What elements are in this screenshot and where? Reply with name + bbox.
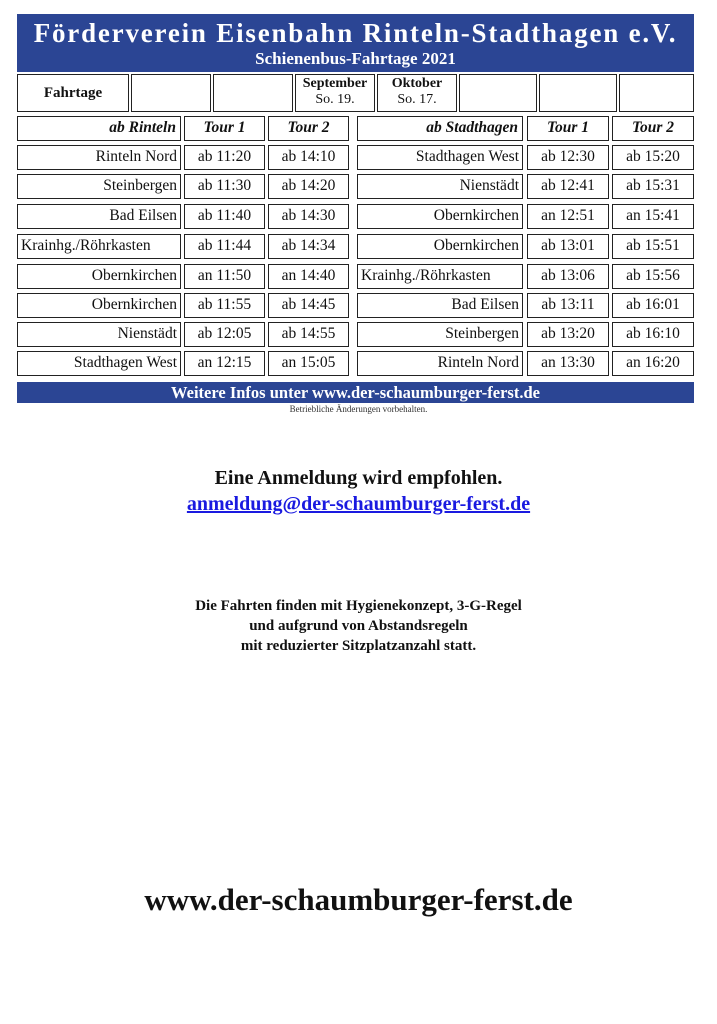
right-station: Steinbergen	[357, 322, 523, 347]
fahrtage-date: So. 17.	[397, 92, 437, 107]
left-station: Steinbergen	[17, 174, 181, 199]
left-station: Bad Eilsen	[17, 204, 181, 229]
right-station: Obernkirchen	[357, 234, 523, 259]
right-tour2-time: ab 15:51	[612, 234, 694, 259]
right-station: Bad Eilsen	[357, 293, 523, 318]
left-station: Rinteln Nord	[17, 145, 181, 170]
left-direction-header: ab Rinteln	[17, 116, 181, 141]
right-station: Stadthagen West	[357, 145, 523, 170]
left-tour2-time: ab 14:30	[268, 204, 349, 229]
event-subtitle: Schienenbus-Fahrtage 2021	[255, 49, 456, 68]
left-tour2-time: ab 14:34	[268, 234, 349, 259]
right-tour1-header: Tour 1	[527, 116, 609, 141]
left-tour1-header: Tour 1	[184, 116, 265, 141]
right-tour1-time: ab 13:20	[527, 322, 609, 347]
fahrtage-empty-cell	[131, 74, 211, 112]
right-station: Krainhg./Röhrkasten	[357, 264, 523, 289]
right-tour1-time: ab 13:11	[527, 293, 609, 318]
right-tour2-time: ab 15:31	[612, 174, 694, 199]
right-tour2-time: ab 15:56	[612, 264, 694, 289]
right-direction-header: ab Stadthagen	[357, 116, 523, 141]
right-tour1-time: ab 12:30	[527, 145, 609, 170]
left-tour2-header: Tour 2	[268, 116, 349, 141]
left-tour2-time: ab 14:55	[268, 322, 349, 347]
left-station: Obernkirchen	[17, 264, 181, 289]
left-tour2-time: ab 14:20	[268, 174, 349, 199]
left-tour1-time: ab 11:30	[184, 174, 265, 199]
left-station: Nienstädt	[17, 322, 181, 347]
right-tour2-time: an 16:20	[612, 351, 694, 376]
rules-line: mit reduzierter Sitzplatzanzahl statt.	[240, 638, 477, 654]
right-tour1-time: an 12:51	[527, 204, 609, 229]
right-tour1-time: an 13:30	[527, 351, 609, 376]
right-tour2-header: Tour 2	[612, 116, 694, 141]
fahrtage-empty-cell	[619, 74, 694, 112]
hygiene-rules	[0, 596, 717, 656]
right-station: Obernkirchen	[357, 204, 523, 229]
registration-email-link[interactable]: anmeldung@der-schaumburger-ferst.de	[186, 493, 531, 515]
right-station: Nienstädt	[357, 174, 523, 199]
website-url: www.der-schaumburger-ferst.de	[144, 882, 573, 917]
association-title: Förderverein Eisenbahn Rinteln-Stadthagen e.V.	[33, 18, 678, 48]
left-station: Obernkirchen	[17, 293, 181, 318]
fahrtage-month: September	[302, 76, 368, 91]
fahrtage-empty-cell	[213, 74, 293, 112]
right-tour1-time: ab 13:01	[527, 234, 609, 259]
right-tour2-time: ab 16:10	[612, 322, 694, 347]
fahrtage-empty-cell	[459, 74, 537, 112]
right-tour2-time: ab 15:20	[612, 145, 694, 170]
left-station: Krainhg./Röhrkasten	[17, 234, 181, 259]
fahrtage-month: Oktober	[391, 76, 443, 91]
left-tour1-time: ab 11:40	[184, 204, 265, 229]
left-tour2-time: ab 14:45	[268, 293, 349, 318]
right-tour1-time: ab 13:06	[527, 264, 609, 289]
rules-line: und aufgrund von Abstandsregeln	[249, 618, 468, 634]
left-tour1-time: ab 11:20	[184, 145, 265, 170]
right-tour2-time: ab 16:01	[612, 293, 694, 318]
left-tour1-time: ab 11:55	[184, 293, 265, 318]
info-bar: Weitere Infos unter www.der-schaumburger-ferst.de	[17, 382, 694, 403]
left-tour1-time: an 11:50	[184, 264, 265, 289]
fahrtage-label: Fahrtage	[17, 74, 129, 112]
fahrtage-date-cell	[295, 74, 375, 112]
fahrtage-date: So. 19.	[315, 92, 355, 107]
registration-email-line	[0, 492, 717, 516]
left-tour1-time: ab 11:44	[184, 234, 265, 259]
registration-text: Eine Anmeldung wird empfohlen.	[214, 467, 503, 489]
right-tour2-time: an 15:41	[612, 204, 694, 229]
left-tour2-time: an 14:40	[268, 264, 349, 289]
header-banner	[17, 14, 694, 72]
fahrtage-date-cell	[377, 74, 457, 112]
fahrtage-empty-cell	[539, 74, 617, 112]
right-tour1-time: ab 12:41	[527, 174, 609, 199]
left-tour1-time: an 12:15	[184, 351, 265, 376]
left-tour2-time: ab 14:10	[268, 145, 349, 170]
disclaimer-note: Betriebliche Änderungen vorbehalten.	[289, 404, 428, 414]
rules-line: Die Fahrten finden mit Hygienekonzept, 3-G-Regel	[195, 598, 522, 614]
left-tour2-time: an 15:05	[268, 351, 349, 376]
left-station: Stadthagen West	[17, 351, 181, 376]
right-station: Rinteln Nord	[357, 351, 523, 376]
left-tour1-time: ab 12:05	[184, 322, 265, 347]
